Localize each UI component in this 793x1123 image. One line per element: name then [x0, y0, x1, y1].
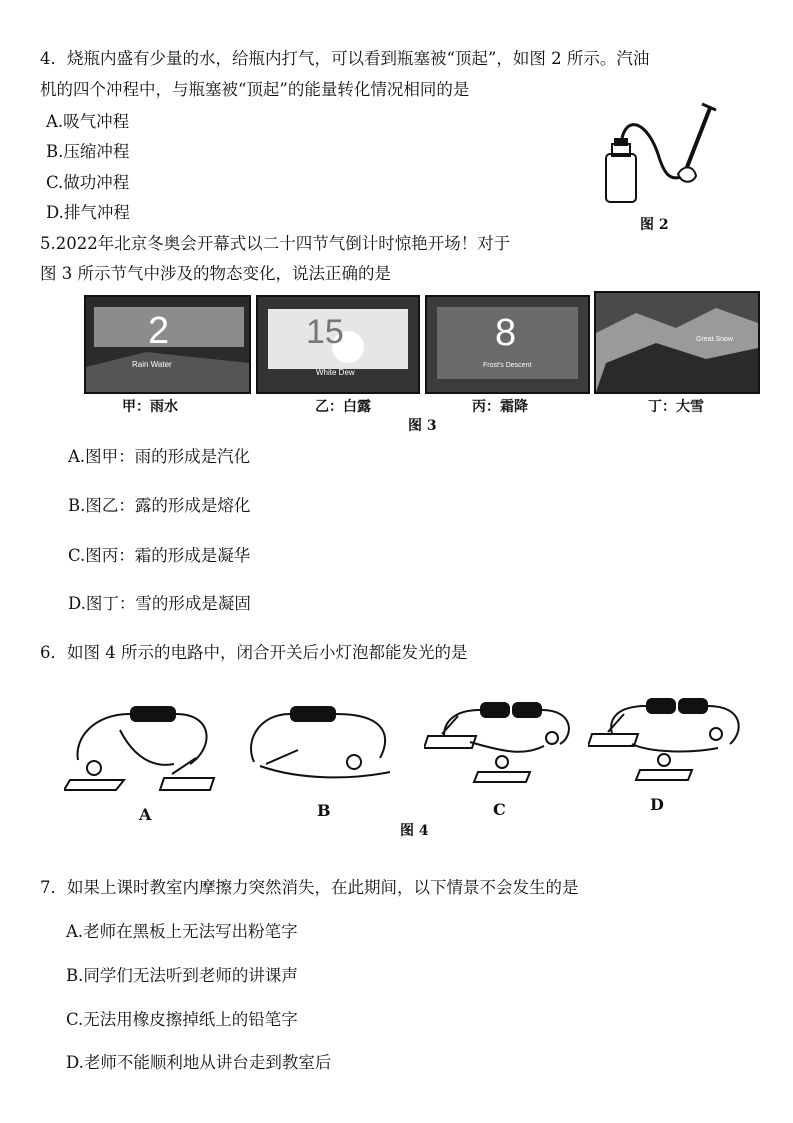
q5-option-c: C.图丙：霜的形成是凝华: [68, 546, 251, 565]
figure-3-label: 图 3: [408, 418, 437, 434]
circuit-b: [240, 700, 410, 790]
photo-great-snow: [594, 291, 760, 394]
q7-stem: 7．如果上课时教室内摩擦力突然消失，在此期间，以下情景不会发生的是: [40, 878, 579, 897]
q4-stem-line1: 4．烧瓶内盛有少量的水，给瓶内打气，可以看到瓶塞被“顶起”，如图 2 所示。汽油: [40, 49, 650, 68]
circuit-d: [588, 692, 748, 786]
photo-english: Rain Water: [132, 360, 172, 369]
figure-4-label: 图 4: [400, 823, 429, 839]
caption-ding: 丁：大雪: [648, 399, 704, 415]
q5-option-a: A.图甲：雨的形成是汽化: [68, 447, 251, 466]
flask-pump-figure: [598, 94, 718, 214]
caption-yi: 乙：白露: [315, 399, 371, 415]
caption-bing: 丙：霜降: [472, 399, 528, 415]
photo-white-dew: [256, 295, 420, 394]
photo-number: 15: [306, 313, 344, 351]
photo-rain-water: [84, 295, 251, 394]
photo-english: White Dew: [316, 368, 355, 377]
circuit-label-a: A: [139, 805, 152, 824]
q7-option-b: B.同学们无法听到老师的讲课声: [66, 966, 298, 985]
q5-stem-line2: 图 3 所示节气中涉及的物态变化，说法正确的是: [40, 264, 391, 283]
q4-option-b: B.压缩冲程: [46, 142, 130, 161]
circuit-label-c: C: [493, 800, 506, 819]
q4-stem-line2: 机的四个冲程中，与瓶塞被“顶起”的能量转化情况相同的是: [40, 80, 470, 99]
figure-2-label: 图 2: [640, 217, 669, 233]
q4-option-c: C.做功冲程: [46, 173, 130, 192]
circuit-a: [64, 698, 224, 798]
q4-option-a: A.吸气冲程: [46, 112, 130, 131]
q7-option-a: A.老师在黑板上无法写出粉笔字: [66, 922, 298, 941]
photo-english: Great Snow: [696, 336, 733, 343]
photo-number: 8: [495, 312, 517, 354]
photo-frosts-descent: [425, 295, 590, 394]
photo-english: Frost's Descent: [483, 362, 532, 369]
circuit-label-d: D: [650, 795, 664, 814]
photo-number: 2: [148, 310, 170, 352]
circuit-label-b: B: [317, 801, 331, 820]
q7-option-c: C.无法用橡皮擦掉纸上的铅笔字: [66, 1010, 298, 1029]
q4-option-d: D.排气冲程: [46, 203, 130, 222]
q6-stem: 6．如图 4 所示的电路中，闭合开关后小灯泡都能发光的是: [40, 643, 468, 662]
q7-option-d: D.老师不能顺利地从讲台走到教室后: [66, 1053, 332, 1072]
q5-option-b: B.图乙：露的形成是熔化: [68, 496, 251, 515]
q5-stem-line1: 5.2022年北京冬奥会开幕式以二十四节气倒计时惊艳开场！对于: [40, 234, 511, 253]
circuit-c: [424, 696, 584, 786]
q5-option-d: D.图丁：雪的形成是凝固: [68, 594, 251, 613]
caption-jia: 甲：雨水: [122, 399, 178, 415]
